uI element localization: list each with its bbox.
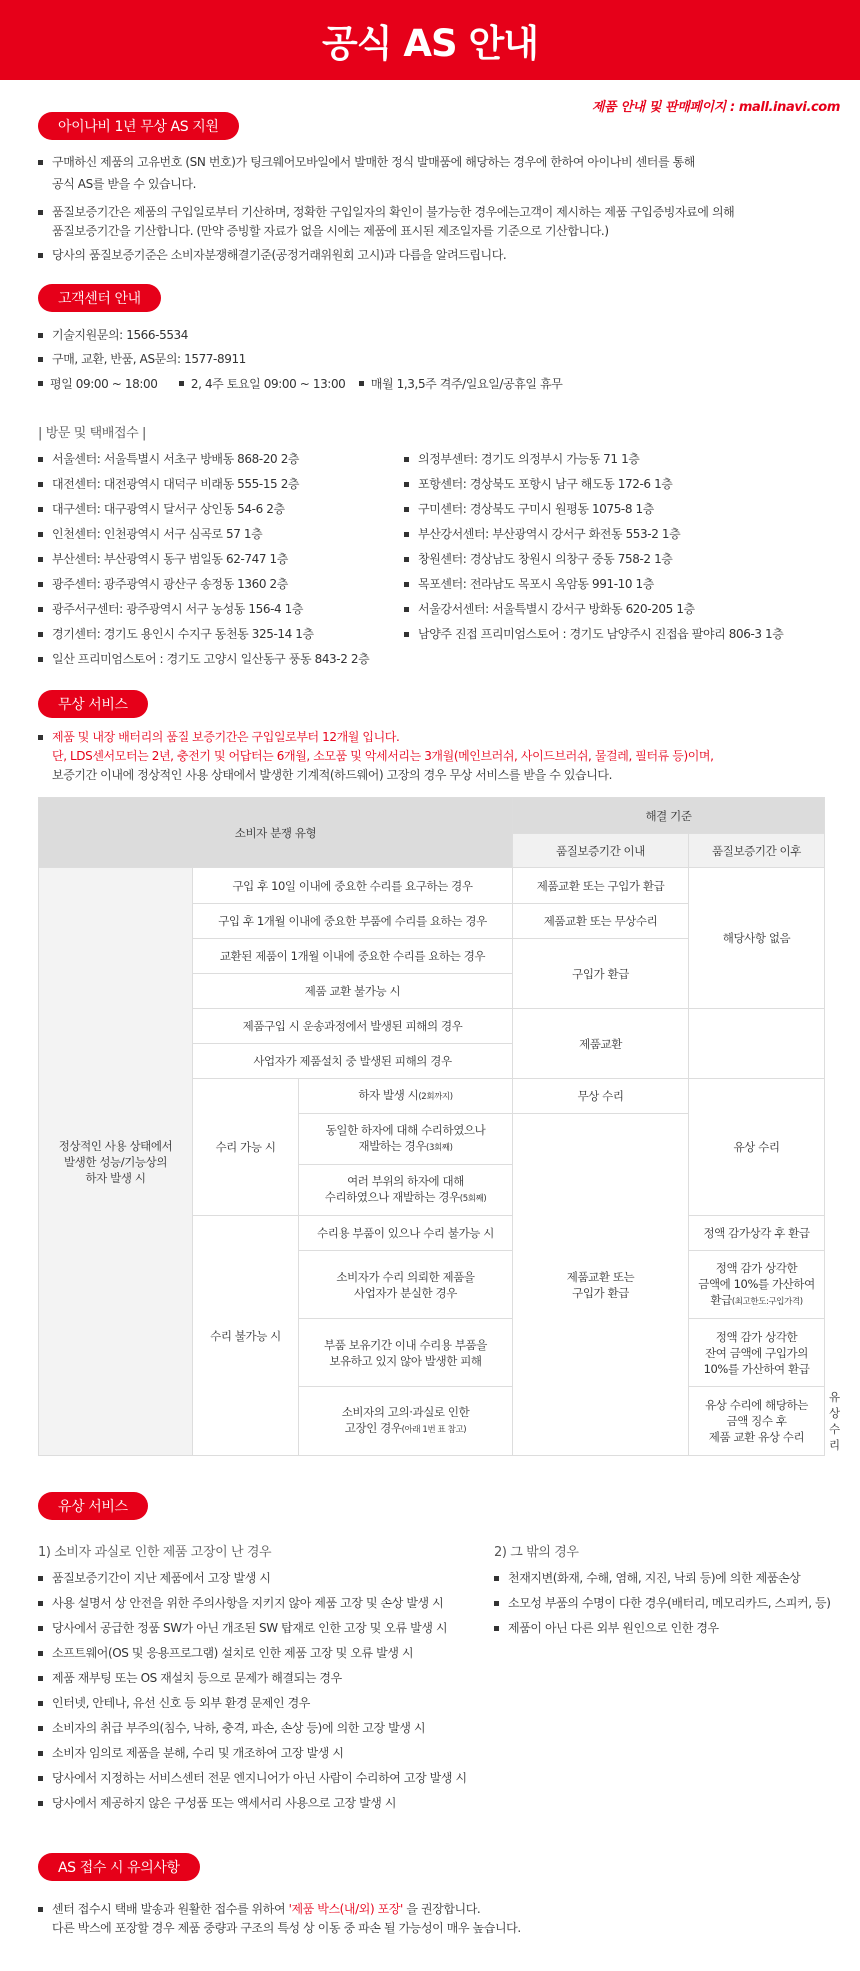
list-item: 포항센터: 경상북도 포항시 남구 해도동 172-6 1층 [404, 472, 783, 497]
table-row: 사업자가 제품설치 중 발생된 피해의 경우 [193, 1044, 513, 1079]
warranty-pill: 아이나비 1년 무상 AS 지원 [38, 112, 239, 140]
mall-link[interactable]: 제품 안내 및 판매페이지 : mall.inavi.com [591, 100, 840, 115]
table-row: 하자 발생 시(2회까지) [299, 1079, 513, 1114]
list-item: 소프트웨어(OS 및 응용프로그램) 설치로 인한 제품 고장 및 오류 발생 시 [38, 1641, 467, 1666]
table-row: 수리용 부품이 있으나 수리 불가능 시 [299, 1216, 513, 1251]
list-item: 제품 재부팅 또는 OS 재설치 등으로 문제가 해결되는 경우 [38, 1666, 467, 1691]
list-item: 부산센터: 부산광역시 동구 범일동 62-747 1층 [38, 547, 369, 572]
table-row: 교환된 제품이 1개월 이내에 중요한 수리를 요하는 경우 [193, 939, 513, 974]
paid-right-list [494, 1566, 831, 1641]
list-item: 당사에서 지정하는 서비스센터 전문 엔지니어가 아닌 사람이 수리하여 고장 발생 시 [38, 1766, 467, 1791]
header-criteria: 해결 기준 [513, 798, 825, 834]
warranty-bullet-1: 구매하신 제품의 고유번호 (SN 번호)가 팅크웨어모바일에서 발매한 정식 발매품에 해당하는 경우에 한하여 아이나비 센터를 통해 공식 AS를 받을 수 있습니다. [38, 153, 695, 194]
paid-left-title: 1) 소비자 과실로 인한 제품 고장이 난 경우 [38, 1545, 272, 1560]
warranty-bullet-3: 당사의 품질보증기준은 소비자분쟁해결기준(공정거래위원회 고시)과 다름을 알려드립니다. [38, 246, 506, 265]
list-item: 목포센터: 전라남도 목포시 옥암동 991-10 1층 [404, 572, 783, 597]
list-item: 창원센터: 경상남도 창원시 의창구 중동 758-2 1층 [404, 547, 783, 572]
free-service-notice: 제품 및 내장 배터리의 품질 보증기간은 구입일로부터 12개월 입니다. 단, LDS센서모터는 2년, 충전기 및 어답터는 6개월, 소모품 및 악세서리는 3개월(메인브러쉬, 사이드브러쉬, 물걸레, 필터류 등)이며, 보증기간 이내에 정상적인 사용 상태에서 발생한 기계적(하드웨어) 고장의 경우 무상 서비스를 받을 수 있습니다. [38, 728, 714, 785]
list-item: 서울센터: 서울특별시 서초구 방배동 868-20 2층 [38, 447, 369, 472]
header-banner [0, 0, 860, 80]
list-item: 광주센터: 광주광역시 광산구 송정동 1360 2층 [38, 572, 369, 597]
box-packing-highlight: '제품 박스(내/외) 포장' [288, 1902, 403, 1916]
center-list-right [404, 447, 783, 647]
list-item: 소비자 임의로 제품을 분해, 수리 및 개조하여 고장 발생 시 [38, 1741, 467, 1766]
list-item: 구미센터: 경상북도 구미시 원평동 1075-8 1층 [404, 497, 783, 522]
list-item: 일산 프리미엄스토어 : 경기도 고양시 일산동구 풍동 843-2 2층 [38, 647, 369, 672]
header-after: 품질보증기간 이후 [689, 834, 825, 868]
normal-use-cell: 정상적인 사용 상태에서 발생한 성능/기능상의 하자 발생 시 [39, 868, 193, 1456]
unrepairable-cell: 수리 불가능 시 [193, 1216, 299, 1456]
warranty-bullet-2: 품질보증기간은 제품의 구입일로부터 기산하며, 정확한 구입일자의 확인이 불가능한 경우에는고객이 제시하는 제품 구입증빙자료에 의해 품질보증기간을 기산합니다. (만약 증빙할 자료가 없을 시에는 제품에 표시된 제조일자를 기준으로 기산합니다.) [38, 203, 734, 241]
purchase-line: 구매, 교환, 반품, AS문의: 1577-8911 [38, 350, 246, 369]
table-row: 여러 부위의 하자에 대해 수리하였으나 재발하는 경우(5회째) [299, 1165, 513, 1216]
paid-right-title: 2) 그 밖의 경우 [494, 1545, 579, 1560]
list-item: 부산강서센터: 부산광역시 강서구 화전동 553-2 1층 [404, 522, 783, 547]
list-item: 제품이 아닌 다른 외부 원인으로 인한 경우 [494, 1616, 831, 1641]
tech-support-line: 기술지원문의: 1566-5534 [38, 326, 188, 345]
header-within: 품질보증기간 이내 [513, 834, 689, 868]
table-row: 제품구입 시 운송과정에서 발생된 피해의 경우 [193, 1009, 513, 1044]
table-row: 소비자의 고의·과실로 인한 고장인 경우(아래 1번 표 참고) [299, 1387, 513, 1456]
table-row: 제품 교환 불가능 시 [193, 974, 513, 1009]
paid-left-list [38, 1566, 467, 1816]
table-row: 부품 보유기간 이내 수리용 부품을 보유하고 있지 않아 발생한 피해 [299, 1319, 513, 1387]
list-item: 품질보증기간이 지난 제품에서 고장 발생 시 [38, 1566, 467, 1591]
dispute-table: 소비자 분쟁 유형 해결 기준 품질보증기간 이내 품질보증기간 이후 정상적인 사용 상태에서 발생한 성능/기능상의 하자 발생 시 구입 후 10일 이내에 중요한 수리를 요구하는 경우 제품교환 또는 구입가 환급 해당사항 없음 구입 후 1개월 이내에 중요한 부품에 수리를 요하는 경우 제품교환 또는 무상수리 교환된 제품이 1개월 이내에 중요한 수리를 요하는 경우 구입가 환급 제품 교환 불가능 시 제품구입 시 운송과정에서 발생된 피해의 경우 제품교환 사업자가 제품설치 중 발생된 피해의 경우 수리 가능 시 하자 발생 시(2회까지) 무상 수리 유상 수리 동일한 하자에 대해 수리하였으나 재발하는 경우(3회째) 제품교환 또는 구입가 환급 여러 부위의 하자에 대해 수리하였으나 재발하는 경우(5회째) 수리 불가능 시 수리용 부품이 있으나 수리 불가능 시 정액 감가상각 후 환급 소비자가 수리 의뢰한 제품을 사업자가 분실한 경우 정액 감가 상각한 금액에 10%를 가산하여 환급(최고한도:구입가격) 부품 보유기간 이내 수리용 부품을 보유하고 있지 않아 발생한 피해 정액 감가 상각한 잔여 금액에 구입가의 10%를 가산하여 환급 소비자의 고의·과실로 인한 고장인 경우(아래 1번 표 참고) 유상 수리에 해당하는 금액 징수 후 제품 교환 유상 수리 유상 수리 [38, 797, 825, 1456]
center-list-left [38, 447, 369, 672]
paid-service-pill: 유상 서비스 [38, 1492, 148, 1520]
repairable-cell: 수리 가능 시 [193, 1079, 299, 1216]
list-item: 인터넷, 안테나, 유선 신호 등 외부 환경 문제인 경우 [38, 1691, 467, 1716]
hours-line: 평일 09:00 ~ 18:00 2, 4주 토요일 09:00 ~ 13:00 매월 1,3,5주 격주/일요일/공휴일 휴무 [38, 375, 562, 394]
caution-notice: 센터 접수시 택배 발송과 원활한 접수를 위하여 '제품 박스(내/외) 포장' 을 권장합니다. 다른 박스에 포장할 경우 제품 중량과 구조의 특성 상 이동 중 파손 될 가능성이 매우 높습니다. [38, 1900, 521, 1938]
table-row: 구입 후 10일 이내에 중요한 수리를 요구하는 경우 [193, 868, 513, 904]
header-type: 소비자 분쟁 유형 [39, 798, 513, 868]
list-item: 사용 설명서 상 안전을 위한 주의사항을 지키지 않아 제품 고장 및 손상 발생 시 [38, 1591, 467, 1616]
list-item: 인천센터: 인천광역시 서구 심곡로 57 1층 [38, 522, 369, 547]
list-item: 서울강서센터: 서울특별시 강서구 방화동 620-205 1층 [404, 597, 783, 622]
page-title: 공식 AS 안내 [321, 22, 538, 65]
free-service-pill: 무상 서비스 [38, 690, 148, 718]
list-item: 당사에서 공급한 정품 SW가 아닌 개조된 SW 탑재로 인한 고장 및 오류 발생 시 [38, 1616, 467, 1641]
list-item: 대구센터: 대구광역시 달서구 상인동 54-6 2층 [38, 497, 369, 522]
list-item: 대전센터: 대전광역시 대덕구 비래동 555-15 2층 [38, 472, 369, 497]
list-item: 광주서구센터: 광주광역시 서구 농성동 156-4 1층 [38, 597, 369, 622]
list-item: 경기센터: 경기도 용인시 수지구 동천동 325-14 1층 [38, 622, 369, 647]
list-item: 소비자의 취급 부주의(침수, 낙하, 충격, 파손, 손상 등)에 의한 고장 발생 시 [38, 1716, 467, 1741]
list-item: 의정부센터: 경기도 의정부시 가능동 71 1층 [404, 447, 783, 472]
list-item: 남양주 진접 프리미엄스토어 : 경기도 남양주시 진접읍 팔야리 806-3 1층 [404, 622, 783, 647]
customer-center-pill: 고객센터 안내 [38, 284, 161, 312]
table-row: 소비자가 수리 의뢰한 제품을 사업자가 분실한 경우 [299, 1251, 513, 1319]
list-item: 당사에서 제공하지 않은 구성품 또는 액세서리 사용으로 고장 발생 시 [38, 1791, 467, 1816]
table-row: 동일한 하자에 대해 수리하였으나 재발하는 경우(3회째) [299, 1114, 513, 1165]
visit-title: | 방문 및 택배접수 | [38, 426, 146, 441]
table-row: 구입 후 1개월 이내에 중요한 부품에 수리를 요하는 경우 [193, 904, 513, 939]
list-item: 소모성 부품의 수명이 다한 경우(배터리, 메모리카드, 스피커, 등) [494, 1591, 831, 1616]
caution-pill: AS 접수 시 유의사항 [38, 1853, 200, 1881]
list-item: 천재지변(화재, 수해, 염해, 지진, 낙뢰 등)에 의한 제품손상 [494, 1566, 831, 1591]
